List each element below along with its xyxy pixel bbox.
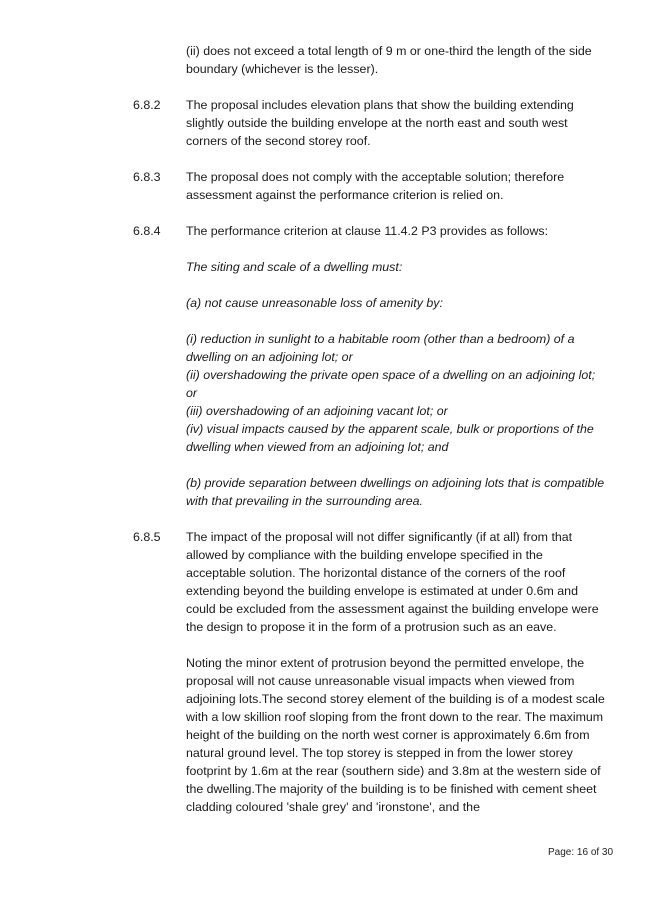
section-text: The performance criterion at clause 11.4.2 P3 provides as follows: bbox=[186, 224, 549, 238]
quote-items bbox=[186, 330, 606, 456]
section-text: The proposal does not comply with the acceptable solution; therefore assessment against the performance criterion is relied on. bbox=[186, 170, 565, 202]
continuation-text: (ii) does not exceed a total length of 9 m or one-third the length of the side boundary (whichever is the lesser). bbox=[186, 44, 592, 76]
quote-item: (i) reduction in sunlight to a habitable room (other than a bedroom) of a dwelling on an adjoining lot; or bbox=[186, 332, 575, 364]
page-number: Page: 16 of 30 bbox=[548, 847, 614, 858]
section-paragraph bbox=[186, 168, 606, 204]
section-paragraph bbox=[186, 528, 606, 636]
quote-item: (iv) visual impacts caused by the apparent scale, bulk or proportions of the dwelling when viewed from an adjoining lot; and bbox=[186, 422, 594, 454]
section-number: 6.8.4 bbox=[133, 224, 161, 238]
section-paragraph-continued bbox=[186, 654, 606, 816]
section-text: The impact of the proposal will not differ significantly (if at all) from that allowed by compliance with the building envelope specified in the acceptable solution. The horizontal distance of the corners of the roof extending beyond the building envelope is estimated at under 0.6m and could be excluded from the assessment against the building envelope were the design to propose it in the form of a protrusion such as an eave. bbox=[186, 530, 599, 634]
section-paragraph bbox=[186, 96, 606, 150]
quote-clause-a: (a) not cause unreasonable loss of amenity by: bbox=[186, 296, 443, 310]
quote-item: (iii) overshadowing of an adjoining vacant lot; or bbox=[186, 404, 448, 418]
section-text: Noting the minor extent of protrusion beyond the permitted envelope, the proposal will not cause unreasonable visual impacts when viewed from adjoining lots.The second storey element of the building is of a modest scale with a low skillion roof sloping from the front down to the rear. The maximum height of the building on the north west corner is approximately 6.6m from natural ground level. The top storey is stepped in from the lower storey footprint by 1.6m at the rear (southern side) and 3.8m at the western side of the dwelling.The majority of the building is to be finished with cement sheet cladding coloured 'shale grey' and 'ironstone', and the bbox=[186, 656, 605, 814]
quote-item: (ii) overshadowing the private open space of a dwelling on an adjoining lot; or bbox=[186, 368, 596, 400]
section-number: 6.8.3 bbox=[133, 170, 161, 184]
section-number: 6.8.2 bbox=[133, 98, 161, 112]
continuation-paragraph bbox=[186, 42, 606, 78]
quote-clause-b: (b) provide separation between dwellings on adjoining lots that is compatible with that prevailing in the surrounding area. bbox=[186, 476, 605, 508]
section-text: The proposal includes elevation plans that show the building extending slightly outside the building envelope at the north east and south west corners of the second storey roof. bbox=[186, 98, 574, 148]
section-number: 6.8.5 bbox=[133, 530, 161, 544]
quote-intro: The siting and scale of a dwelling must: bbox=[186, 260, 403, 274]
section-paragraph bbox=[186, 222, 606, 240]
